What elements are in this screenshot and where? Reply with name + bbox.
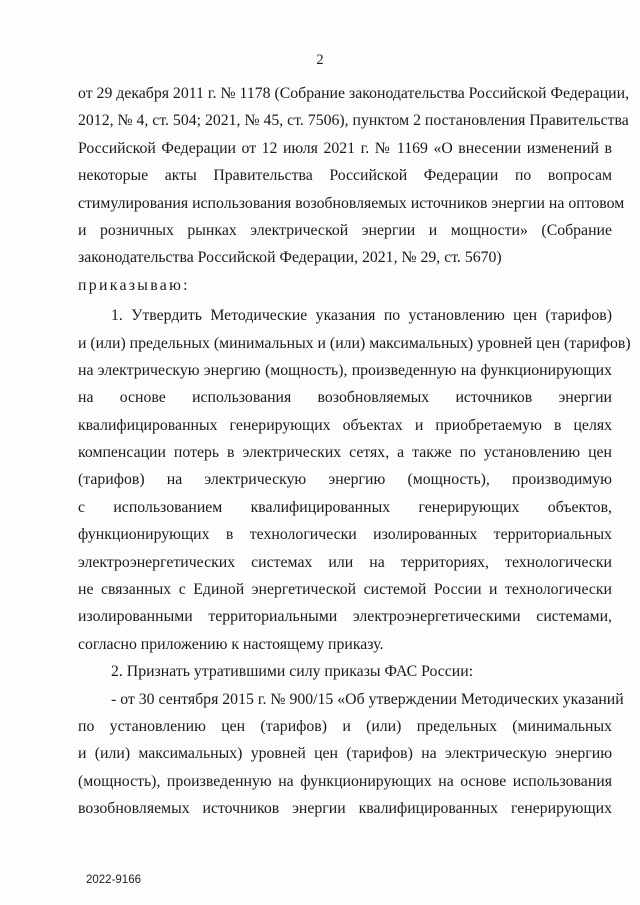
text-line: и розничных рынках электрической энергии и мощности» (Собрание xyxy=(78,221,612,239)
text-line: изолированными территориальными электроэнергетическими системами, xyxy=(78,608,612,626)
text-line: на электрическую энергию (мощность), произведенную на функционирующих xyxy=(78,361,612,379)
page-number: 2 xyxy=(316,52,324,68)
text-line: некоторые акты Правительства Российской Федерации по вопросам xyxy=(78,167,612,185)
text-line: по установлению цен (тарифов) и (или) предельных (минимальных xyxy=(78,717,612,735)
text-line: согласно приложению к настоящему приказу. xyxy=(78,635,384,653)
text-line: стимулирования использования возобновляемых источников энергии на оптовом xyxy=(78,194,625,212)
text-line: квалифицированных генерирующих объектах и приобретаемую в целях xyxy=(78,416,612,434)
text-line: 2012, № 4, ст. 504; 2021, № 45, ст. 7506), пунктом 2 постановления Правительства xyxy=(78,112,629,130)
text-line: Российской Федерации от 12 июля 2021 г. № 1169 «О внесении изменений в xyxy=(78,139,612,157)
text-line: 2. Признать утратившими силу приказы ФАС России: xyxy=(111,663,474,681)
text-line: на основе использования возобновляемых источников энергии xyxy=(78,389,612,407)
text-line: не связанных с Единой энергетической системой России и технологически xyxy=(78,581,612,599)
text-line: и (или) максимальных) уровней цен (тарифов) на электрическую энергию xyxy=(78,745,612,763)
document-body xyxy=(78,80,631,823)
text-line: - от 30 сентября 2015 г. № 900/15 «Об утверждении Методических указаний xyxy=(111,690,624,708)
text-line: функционирующих в технологически изолированных территориальных xyxy=(78,526,612,544)
text-line: возобновляемых источников энергии квалифицированных генерирующих xyxy=(78,800,612,818)
text-line: законодательства Российской Федерации, 2021, № 29, ст. 5670) xyxy=(78,249,502,267)
text-line: 1. Утвердить Методические указания по установлению цен (тарифов) xyxy=(111,307,612,325)
order-word: приказываю: xyxy=(78,276,190,294)
text-line: электроэнергетических системах или на территориях, технологически xyxy=(78,553,612,571)
text-line: (тарифов) на электрическую энергию (мощность), производимую xyxy=(78,471,612,489)
text-line: с использованием квалифицированных генерирующих объектов, xyxy=(78,498,612,516)
text-line: от 29 декабря 2011 г. № 1178 (Собрание законодательства Российской Федерации, xyxy=(78,85,630,102)
document-code: 2022-9166 xyxy=(86,874,141,886)
text-line: (мощность), произведенную на функционирующих на основе использования xyxy=(78,772,612,790)
text-line: и (или) предельных (минимальных и (или) максимальных) уровней цен (тарифов) xyxy=(78,334,631,352)
text-line: компенсации потерь в электрических сетях, а также по установлению цен xyxy=(78,444,612,462)
